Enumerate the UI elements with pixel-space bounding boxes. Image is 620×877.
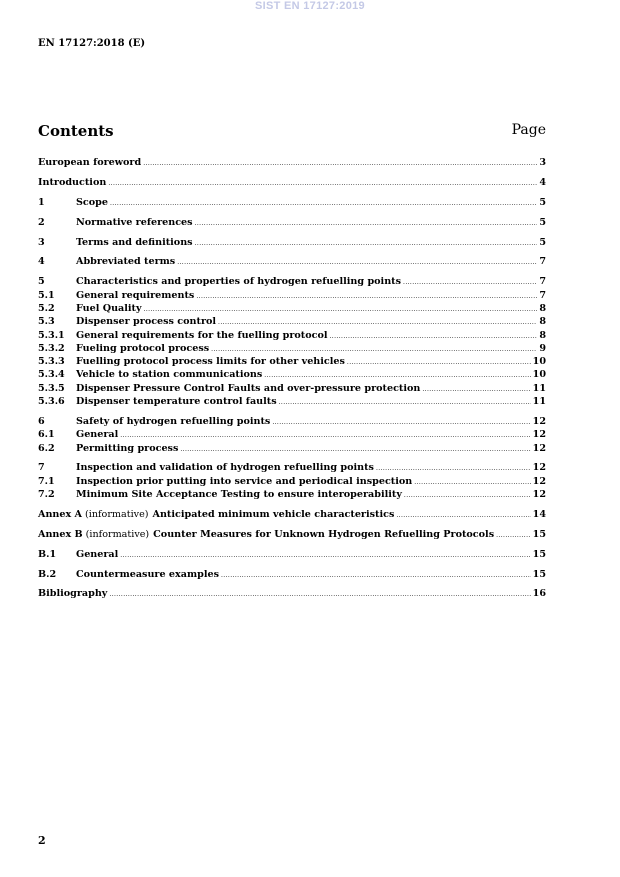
page-number: 2 <box>38 834 46 847</box>
contents-heading: Contents <box>38 122 114 140</box>
toc-entry-page: 12 <box>532 475 546 487</box>
toc-entry-title: Inspection and validation of hydrogen refuelling points <box>76 462 374 474</box>
toc-entry[interactable] <box>38 428 546 441</box>
toc-entry-title: Countermeasure examples <box>76 568 219 580</box>
toc-entry-number: 5 <box>38 276 45 288</box>
toc-entry-page: 9 <box>539 342 546 354</box>
toc-entry[interactable] <box>38 255 546 268</box>
toc-entry-number: 5.3.5 <box>38 382 65 394</box>
toc-entry-annex[interactable] <box>38 508 546 521</box>
toc-entry[interactable] <box>38 461 546 474</box>
toc-entry-title: Anticipated minimum vehicle characteristics <box>152 508 395 520</box>
toc-entry-number: 6.2 <box>38 442 55 454</box>
toc-annex-label: Annex B <box>38 528 83 540</box>
toc-entry-page: 14 <box>532 508 546 520</box>
toc-entry[interactable] <box>38 382 546 395</box>
toc-annex-type: (informative) <box>85 508 149 520</box>
toc-entry[interactable] <box>38 329 546 342</box>
watermark: SIST EN 17127:2019 <box>255 0 365 12</box>
toc-entry-number: 5.3.2 <box>38 342 65 354</box>
toc-entry-annex[interactable] <box>38 528 546 541</box>
toc-entry-page: 12 <box>532 462 546 474</box>
toc-entry-number: 2 <box>38 216 45 228</box>
toc-entry-title: Characteristics and properties of hydrogen refuelling points <box>76 276 402 288</box>
toc-entry-number: 7.1 <box>38 475 55 487</box>
toc-entry-number: 6 <box>38 415 45 427</box>
toc-entry[interactable] <box>38 475 546 488</box>
toc-entry-page: 3 <box>539 157 546 168</box>
toc-entry-title: Dispenser process control <box>76 316 217 328</box>
toc-entry-number: 4 <box>38 256 45 268</box>
toc-entry-page: 4 <box>539 176 546 188</box>
toc-entry-number: 5.3.3 <box>38 356 65 368</box>
toc-entry-title: General <box>76 548 119 560</box>
toc-entry-page: 7 <box>539 256 546 268</box>
toc-entry-title: Fuel Quality <box>76 302 142 314</box>
toc-entry-number: 5.3 <box>38 316 55 328</box>
toc-entry-title: Fueling protocol process <box>76 342 210 354</box>
toc-entry-title: General requirements <box>76 289 195 301</box>
document-id: EN 17127:2018 (E) <box>38 38 146 49</box>
toc-entry-number: 7.2 <box>38 488 55 500</box>
toc-entry-page: 10 <box>532 369 546 381</box>
toc-entry-number: 6.1 <box>38 429 55 441</box>
toc-entry[interactable] <box>38 156 546 169</box>
toc-entry[interactable] <box>38 302 546 315</box>
toc-entry-number: 5.3.1 <box>38 329 65 341</box>
toc-entry-number: 5.3.4 <box>38 369 65 381</box>
toc-entry-title: Vehicle to station communications <box>76 369 263 381</box>
toc-entry-page: 5 <box>539 236 546 248</box>
toc-entry-title: General requirements for the fuelling protocol <box>76 329 328 341</box>
toc-entry[interactable] <box>38 236 546 249</box>
toc-entry-page: 15 <box>532 568 546 580</box>
toc-entry-title: European foreword <box>38 157 142 168</box>
toc-entry-number: B.1 <box>38 548 57 560</box>
toc-entry-page: 11 <box>532 382 546 394</box>
toc-entry-number: B.2 <box>38 568 57 580</box>
toc-entry-page: 10 <box>532 356 546 368</box>
toc-entry-number: 5.3.6 <box>38 396 65 408</box>
toc-entry-title: Dispenser temperature control faults <box>76 396 277 408</box>
toc-entry-page: 5 <box>539 196 546 208</box>
toc-entry-title: Inspection prior putting into service and periodical inspection <box>76 475 413 487</box>
toc-entry-title: Counter Measures for Unknown Hydrogen Refuelling Protocols <box>153 528 495 540</box>
toc-entry-title: Permitting process <box>76 442 179 454</box>
toc-entry-page: 11 <box>532 396 546 408</box>
toc-entry-page: 15 <box>532 548 546 560</box>
toc-entry[interactable] <box>38 415 546 428</box>
toc-entry-title: Bibliography <box>38 588 108 600</box>
toc-entry-title: Abbreviated terms <box>76 256 176 268</box>
toc-entry-page: 12 <box>532 488 546 500</box>
toc-entry[interactable] <box>38 275 546 288</box>
toc-entry[interactable] <box>38 355 546 368</box>
toc-entry-page: 12 <box>532 442 546 454</box>
toc-entry-title: Fuelling protocol process limits for other vehicles <box>76 356 345 368</box>
toc-entry-page: 16 <box>532 588 546 600</box>
toc-entry-page: 8 <box>539 316 546 328</box>
toc-entry-title: Terms and definitions <box>76 236 193 248</box>
toc-entry[interactable] <box>38 568 546 581</box>
toc-entry-page: 7 <box>539 289 546 301</box>
toc-entry-page: 5 <box>539 216 546 228</box>
toc-entry-title: Safety of hydrogen refuelling points <box>76 415 271 427</box>
toc-entry[interactable] <box>38 342 546 355</box>
toc-entry[interactable] <box>38 368 546 381</box>
toc-annex-label: Annex A <box>38 508 83 520</box>
toc-entry[interactable] <box>38 196 546 209</box>
toc-entry[interactable] <box>38 548 546 561</box>
toc-entry-page: 7 <box>539 276 546 288</box>
toc-annex-type: (informative) <box>85 528 150 540</box>
toc-entry[interactable] <box>38 488 546 501</box>
toc-entry-title: Dispenser Pressure Control Faults and over-pressure protection <box>76 382 421 394</box>
toc-entry-number: 7 <box>38 462 45 474</box>
toc-entry-page: 12 <box>532 415 546 427</box>
toc-entry[interactable] <box>38 176 546 189</box>
toc-entry-page: 8 <box>539 302 546 314</box>
toc-entry[interactable] <box>38 216 546 229</box>
toc-entry-page: 15 <box>532 528 546 540</box>
table-of-contents <box>38 156 546 601</box>
toc-entry[interactable] <box>38 442 546 455</box>
toc-entry[interactable] <box>38 289 546 302</box>
toc-entry-number: 5.2 <box>38 302 55 314</box>
toc-entry-title: General <box>76 429 119 441</box>
toc-entry-title: Scope <box>76 196 108 208</box>
toc-entry-title: Introduction <box>38 176 107 188</box>
toc-entry-number: 3 <box>38 236 45 248</box>
toc-entry-title: Minimum Site Acceptance Testing to ensure interoperability <box>76 488 402 500</box>
toc-entry[interactable] <box>38 395 546 408</box>
toc-entry-page: 12 <box>532 429 546 441</box>
toc-entry-number: 5.1 <box>38 289 55 301</box>
toc-entry[interactable] <box>38 315 546 328</box>
toc-entry-title: Normative references <box>76 216 193 228</box>
toc-entry-page: 8 <box>539 329 546 341</box>
toc-entry-number: 1 <box>38 196 45 208</box>
toc-entry[interactable] <box>38 587 546 600</box>
page-column-label: Page <box>511 122 546 138</box>
